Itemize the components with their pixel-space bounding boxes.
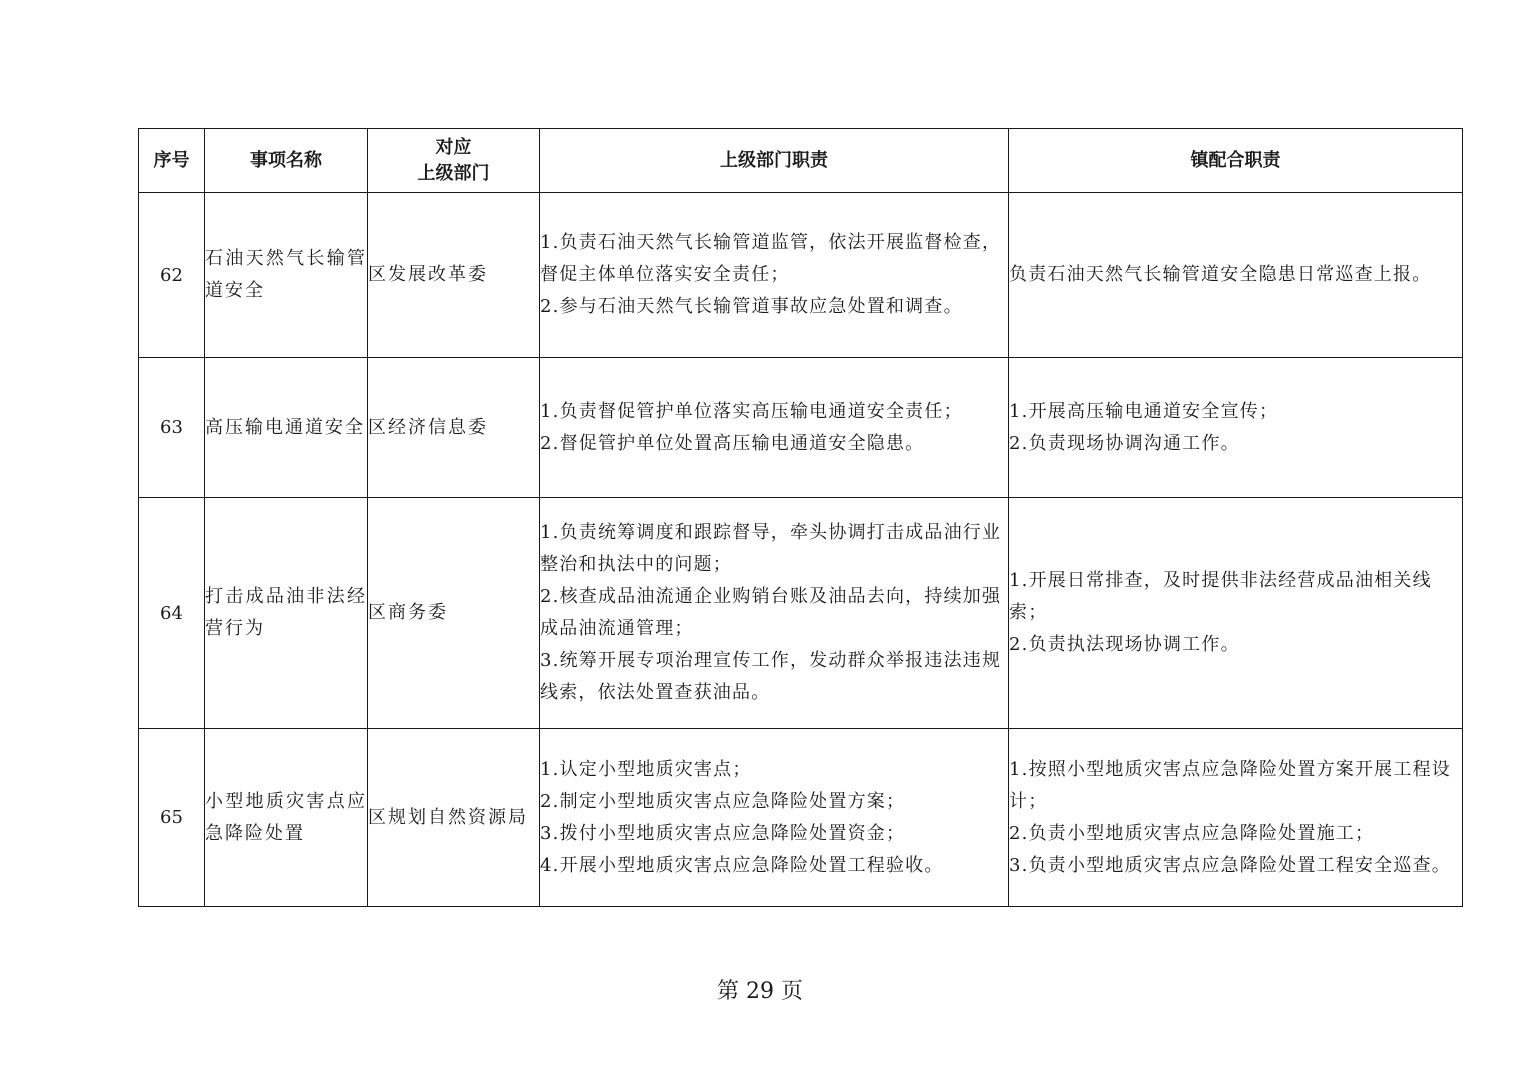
row-number: 64 [139, 498, 205, 729]
town-duty [1009, 193, 1463, 358]
row-number: 65 [139, 729, 205, 907]
item-name: 高压输电通道安全 [205, 358, 368, 498]
duty-line: 1.负责统筹调度和跟踪督导，牵头协调打击成品油行业整治和执法中的问题； [540, 522, 1002, 575]
duty-line: 2.负责小型地质灾害点应急降险处置施工； [1009, 822, 1375, 844]
duty-line: 3.拨付小型地质灾害点应急降险处置资金； [540, 822, 906, 844]
duty-line: 1.负责石油天然气长输管道监管，依法开展监督检查，督促主体单位落实安全责任； [540, 232, 1002, 285]
duty-line: 2.负责执法现场协调工作。 [1009, 634, 1240, 655]
duty-line: 3.负责小型地质灾害点应急降险处置工程安全巡查。 [1009, 854, 1451, 876]
header-dept-line1: 对应 [435, 136, 472, 158]
duty-line: 2.负责现场协调沟通工作。 [1009, 432, 1240, 454]
duty-line: 2.制定小型地质灾害点应急降险处置方案； [540, 790, 906, 812]
dept-name: 区经济信息委 [368, 358, 540, 498]
item-name: 小型地质灾害点应急降险处置 [205, 729, 368, 907]
duty-table [138, 128, 1463, 907]
table-row [139, 729, 1463, 907]
duty-line: 3.统筹开展专项治理宣传工作，发动群众举报违法违规线索，依法处置查获油品。 [540, 650, 1002, 703]
duty-line: 1.负责督促管护单位落实高压输电通道安全责任； [540, 400, 963, 422]
header-town-duty: 镇配合职责 [1009, 129, 1463, 193]
header-item: 事项名称 [205, 129, 368, 193]
upper-duty [540, 729, 1009, 907]
duty-line: 2.核查成品油流通企业购销台账及油品去向，持续加强成品油流通管理； [540, 586, 1002, 639]
page-number: 第 29 页 [717, 979, 803, 1004]
item-name: 打击成品油非法经营行为 [205, 498, 368, 729]
row-number: 63 [139, 358, 205, 498]
dept-name: 区规划自然资源局 [368, 729, 540, 907]
table-header-row [139, 129, 1463, 193]
duty-line: 1.认定小型地质灾害点； [540, 758, 752, 780]
upper-duty [540, 498, 1009, 729]
table-row [139, 193, 1463, 358]
duty-line: 2.参与石油天然气长输管道事故应急处置和调查。 [540, 296, 963, 317]
duty-line: 1.按照小型地质灾害点应急降险处置方案开展工程设计； [1009, 758, 1451, 812]
header-upper-duty: 上级部门职责 [540, 129, 1009, 193]
town-duty [1009, 729, 1463, 907]
duty-line: 1.开展日常排查，及时提供非法经营成品油相关线索； [1009, 570, 1432, 623]
item-name: 石油天然气长输管道安全 [205, 193, 368, 358]
header-dept [368, 129, 540, 193]
duty-line: 4.开展小型地质灾害点应急降险处置工程验收。 [540, 854, 944, 876]
dept-name: 区商务委 [368, 498, 540, 729]
dept-name: 区发展改革委 [368, 193, 540, 358]
header-dept-line2: 上级部门 [417, 162, 490, 184]
town-duty [1009, 358, 1463, 498]
row-number: 62 [139, 193, 205, 358]
upper-duty [540, 193, 1009, 358]
duty-line: 1.开展高压输电通道安全宣传； [1009, 400, 1279, 422]
table-row [139, 358, 1463, 498]
town-duty [1009, 498, 1463, 729]
duty-line: 2.督促管护单位处置高压输电通道安全隐患。 [540, 432, 925, 454]
table-row [139, 498, 1463, 729]
duty-line: 负责石油天然气长输管道安全隐患日常巡查上报。 [1009, 264, 1432, 285]
upper-duty [540, 358, 1009, 498]
header-no: 序号 [139, 129, 205, 193]
